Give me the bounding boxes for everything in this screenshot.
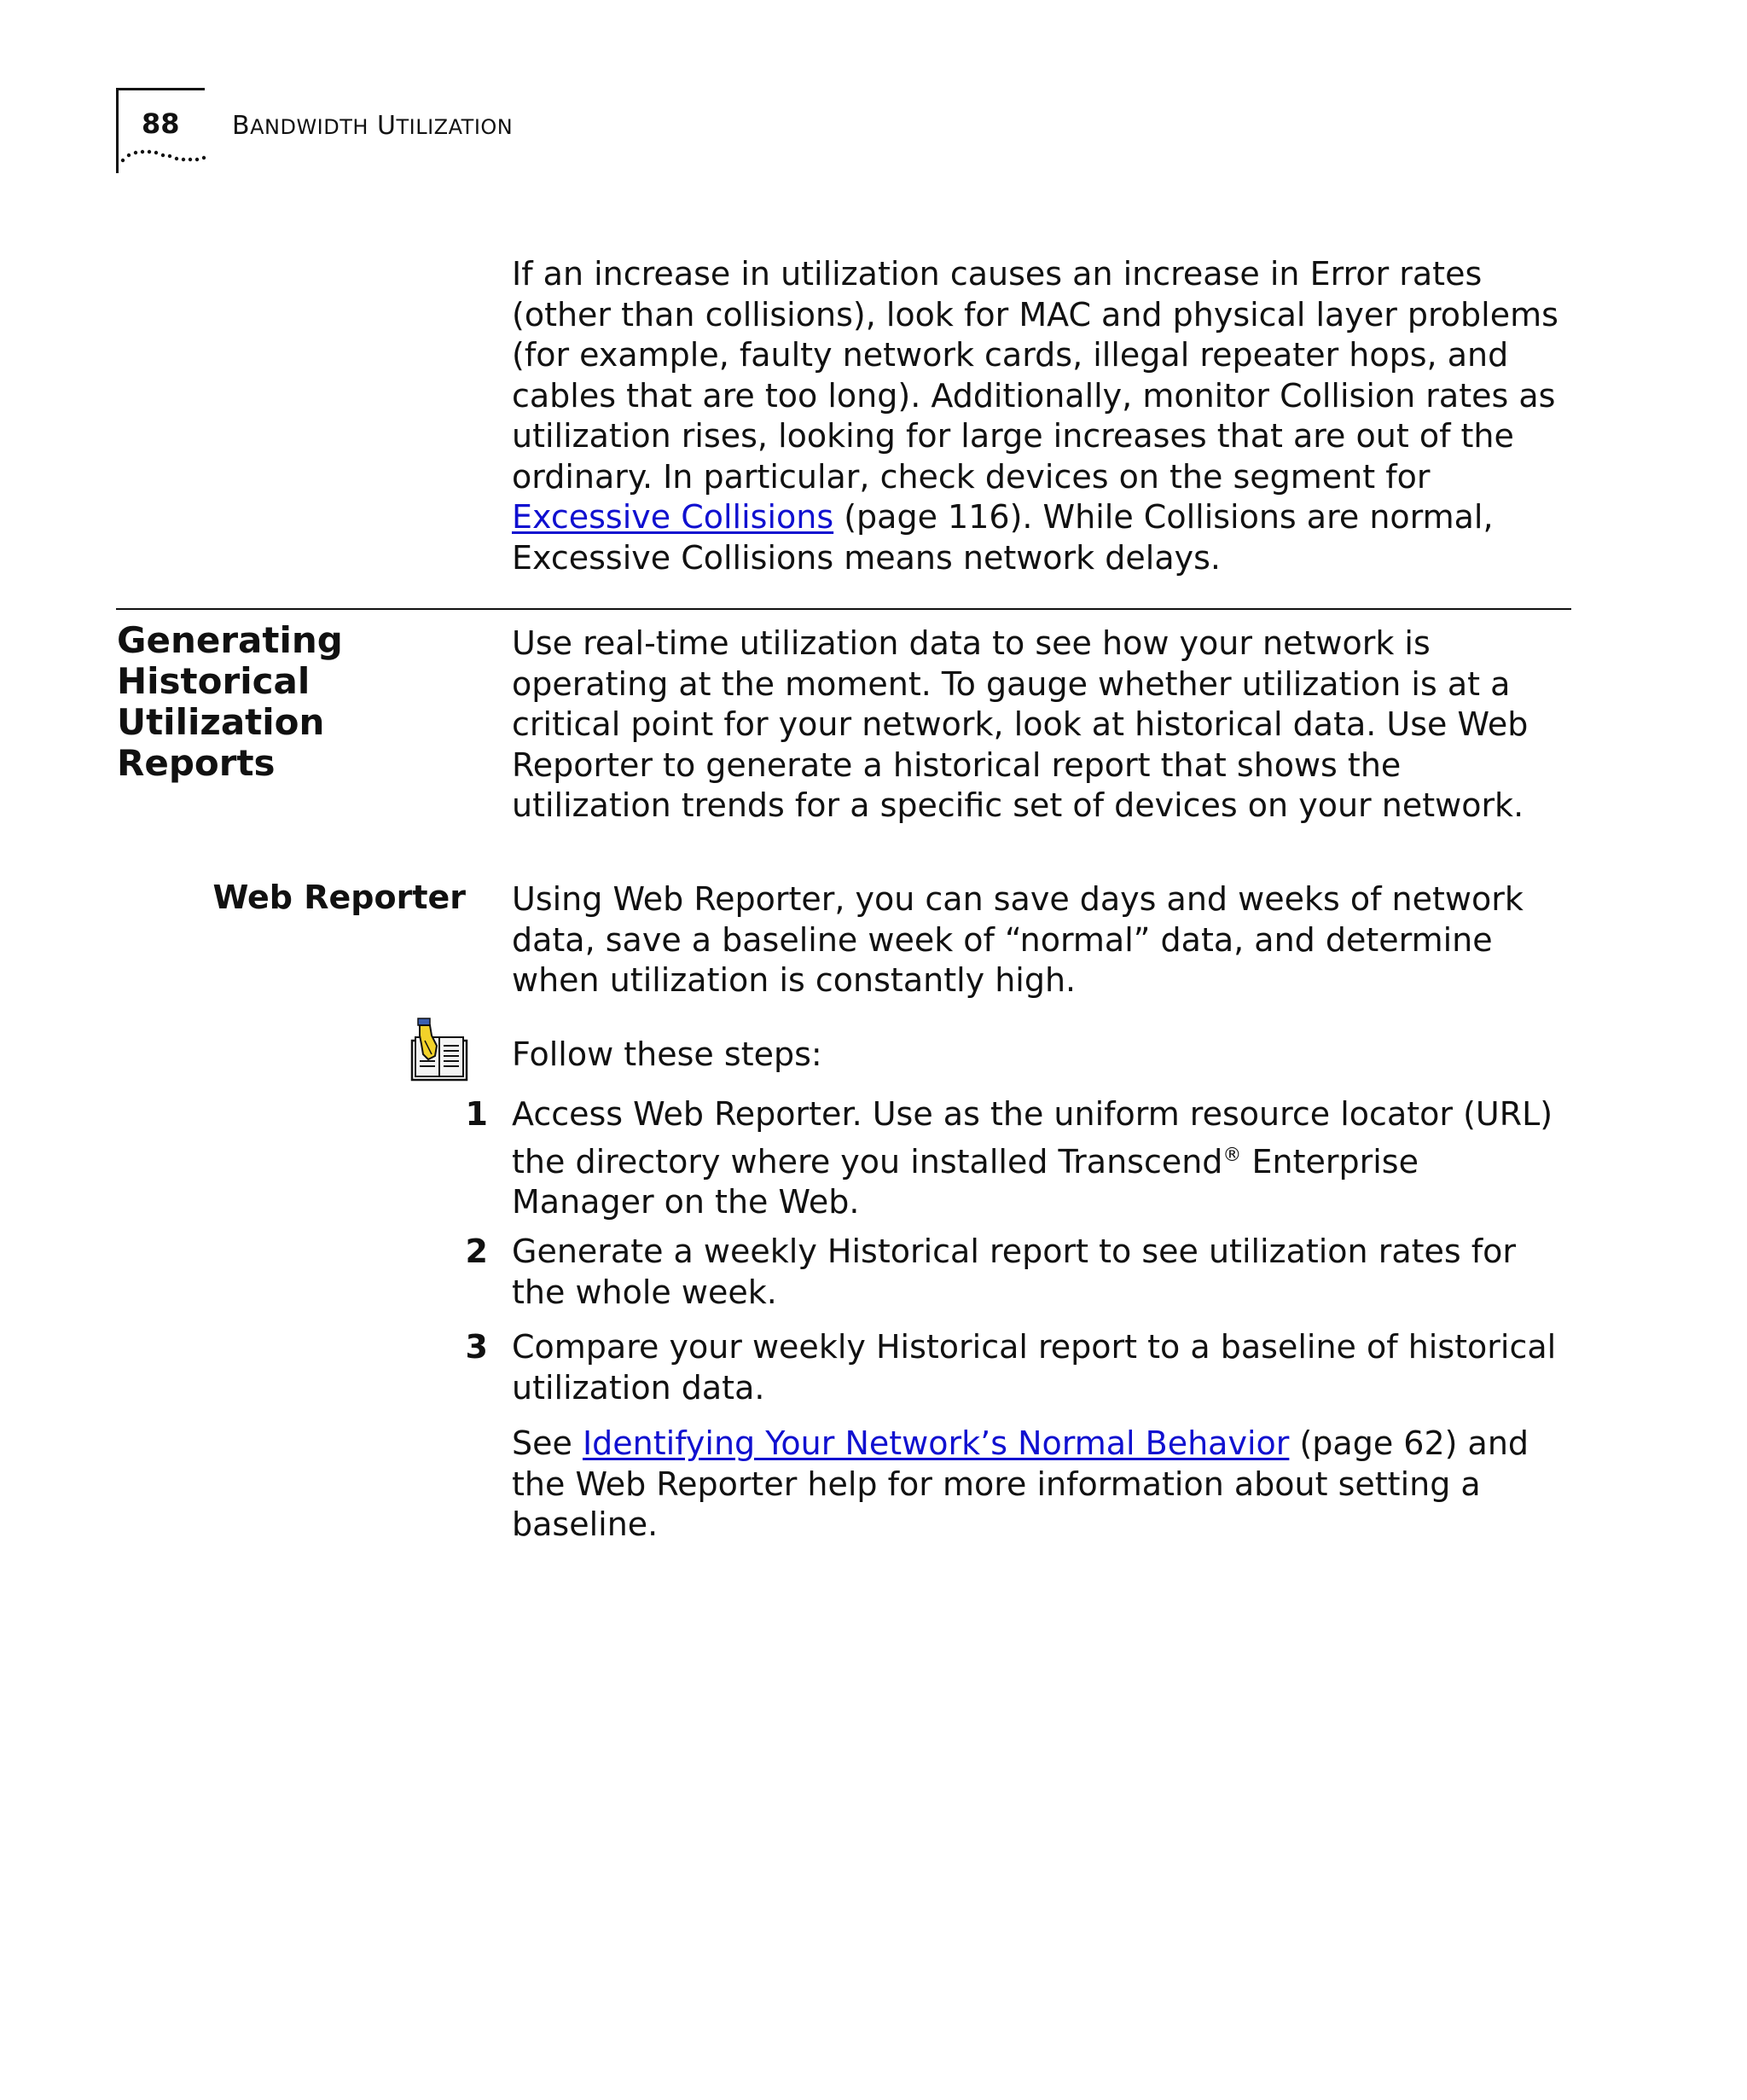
intro-paragraph: If an increase in utilization causes an increase in Error rates (other than collisions), look for MAC and physical layer problems (for example, faulty network cards, illegal repeater hops, and cables that are too long). Additionally, monitor Collision rates as utilization rises, looking for large increases that are out of the ordinary. In particular, check devices on the segment for Excessive Collisions (page 116). While Collisions are normal, Excessive Collisions means network delays. xyxy=(512,255,1558,577)
step-3-text: Compare your weekly Historical report to a baseline of historical utilization data. xyxy=(512,1328,1557,1407)
subsection-heading: Web Reporter xyxy=(212,879,466,916)
step-number-3: 3 xyxy=(465,1328,488,1366)
page-number: 88 xyxy=(142,107,180,140)
excessive-collisions-link[interactable]: Excessive Collisions xyxy=(512,498,834,536)
section-divider xyxy=(116,608,1571,610)
normal-behavior-link[interactable]: Identifying Your Network’s Normal Behavior xyxy=(582,1424,1290,1462)
book-with-hand-icon xyxy=(409,1017,469,1083)
steps-intro: Follow these steps: xyxy=(512,1035,822,1073)
running-header: BANDWIDTH UTILIZATION xyxy=(232,111,514,141)
step-2-text: Generate a weekly Historical report to see utilization rates for the whole week. xyxy=(512,1233,1517,1311)
subsection-paragraph: Using Web Reporter, you can save days and weeks of network data, save a baseline week of “normal” data, and determine when utilization is constantly high. xyxy=(512,880,1524,999)
section-heading: Generating Historical Utilization Reports xyxy=(117,619,343,784)
step-1-text: Access Web Reporter. Use as the uniform resource locator (URL) the directory where you installed Transcend® Enterprise Manager on the Web. xyxy=(512,1095,1553,1221)
see-also-paragraph: See Identifying Your Network’s Normal Behavior (page 62) and the Web Reporter help for more information about setting a baseline. xyxy=(512,1424,1529,1543)
dotted-decoration xyxy=(119,143,208,169)
step-number-1: 1 xyxy=(465,1095,488,1133)
step-number-2: 2 xyxy=(465,1233,488,1270)
section-paragraph: Use real-time utilization data to see how your network is operating at the moment. To gauge whether utilization is at a critical point for your network, look at historical data. Use Web Reporter to generate a historical report that shows the utilization trends for a specific set of devices on your network. xyxy=(512,624,1529,824)
